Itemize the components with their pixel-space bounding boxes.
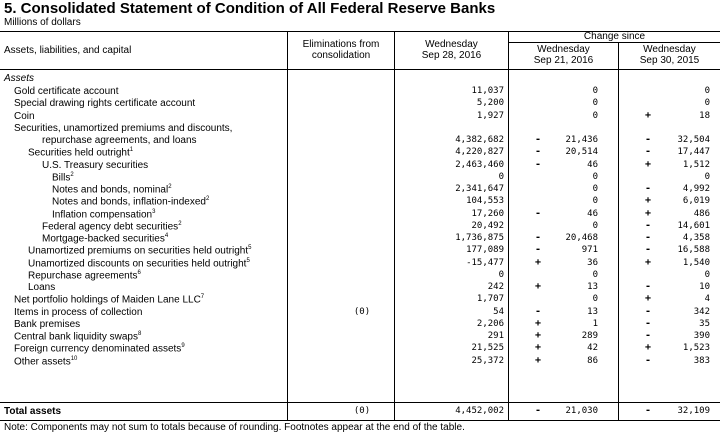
header-change-week-line1: Wednesday [537,44,590,55]
row-change-year: 0 [704,269,710,280]
row-change-week: 20,514 [565,147,598,158]
row-label [52,172,74,183]
row-sign-week: - [534,244,542,256]
footnote-marker: 5 [248,245,252,252]
row-sign-week: - [534,146,542,158]
row-change-year: 32,504 [677,135,710,145]
row-sign-year: - [644,146,652,158]
row-sign-week: - [534,158,542,170]
section-label-assets: Assets [4,73,35,84]
row-change-year: 6,019 [682,196,710,207]
row-label [14,343,185,354]
row-change-week: 289 [581,331,598,341]
row-change-year: 390 [693,331,710,341]
footnote-marker: 2 [70,171,74,178]
row-label [14,356,77,367]
footnote-marker: 8 [137,331,142,337]
row-change-year: 35 [699,318,710,329]
page-title: 5. Consolidated Statement of Condition of All Federal Reserve Banks [4,0,496,17]
row-change-year: 0 [704,171,710,182]
footnote-marker: 7 [200,294,205,301]
header-eliminations [288,39,394,61]
row-change-week: 86 [587,355,598,366]
footnote-marker: 6 [137,269,141,276]
row-change-year: 18 [699,110,710,121]
row-change-week: 0 [592,98,598,109]
header-eliminations-line1: Eliminations from [302,39,380,50]
row-sign-year: + [644,207,652,219]
row-label [28,270,141,281]
row-change-year: 14,601 [677,220,710,231]
row-label [14,331,141,342]
row-label-text: Securities, unamortized premiums and discounts, [14,122,233,134]
header-current-week-line2: Sep 28, 2016 [421,50,482,61]
change-since-rule [508,42,720,43]
row-change-year: 17,447 [677,147,710,158]
row-change-year: 486 [693,208,710,219]
row-label [42,160,148,171]
row-sign-week: + [534,354,542,366]
row-value: 20,492 [471,220,504,231]
header-eliminations-line2: consolidation [311,50,371,61]
row-label [14,294,204,305]
total-sign-year: - [644,405,652,416]
header-assets-liabilities-capital: Assets, liabilities, and capital [4,45,132,56]
row-sign-week: - [534,232,542,243]
row-value: 17,260 [471,208,504,219]
header-change-week-line2: Sep 21, 2016 [533,55,594,66]
footnote-marker: 3 [152,208,156,215]
row-label-text: Notes and bonds, inflation-indexed [52,196,206,208]
row-label-text: Net portfolio holdings of Maiden Lane LLC [14,294,201,306]
total-top-rule [0,402,720,403]
row-label [52,184,172,195]
row-change-week: 0 [592,110,598,121]
footnote-marker: 10 [70,355,78,362]
row-sign-week: + [534,281,542,292]
row-value: 0 [498,269,504,280]
row-change-week: 0 [592,294,598,305]
row-change-week: 13 [587,282,598,292]
row-sign-year: + [644,256,652,268]
row-sign-year: + [644,293,652,305]
row-sign-week: - [534,207,542,219]
header-current-week [395,39,508,61]
row-sign-year: - [644,317,652,329]
row-change-week: 0 [592,184,598,194]
footnote-marker: 1 [129,147,134,154]
row-sign-week: - [534,134,542,145]
row-label-text: Mortgage-backed securities [42,233,165,245]
header-bottom-rule [0,69,720,70]
row-sign-year: - [644,183,652,194]
row-sign-year: - [644,219,652,231]
footnote-marker: 2 [206,196,210,203]
row-value: 291 [487,331,504,341]
row-label [42,221,182,232]
row-change-week: 42 [587,343,598,354]
row-label-text: Special drawing rights certificate account [14,98,196,110]
row-label-text: Securities held outright [28,147,130,159]
row-label-text: Loans [28,282,56,293]
header-change-year-line1: Wednesday [643,44,696,55]
row-change-year: 4 [704,294,710,305]
row-value: 1,707 [476,294,504,305]
row-sign-week: + [534,317,542,329]
row-label-text: Notes and bonds, nominal [52,184,169,196]
row-sign-year: + [644,158,652,170]
row-value: 242 [487,282,504,292]
total-value: 4,452,002 [455,406,504,416]
total-bottom-rule [0,420,720,421]
row-label [42,233,168,244]
row-change-week: 971 [581,245,598,256]
header-change-year [619,44,720,66]
row-sign-week: + [534,342,542,354]
header-change-year-line2: Sep 30, 2015 [639,55,700,66]
row-change-year: 383 [693,355,710,366]
total-sign-week: - [534,405,542,416]
row-label [14,86,119,97]
row-change-year: 342 [693,306,710,317]
header-change-week [509,44,618,66]
row-label [14,307,142,318]
row-label-text: Central bank liquidity swaps [14,331,138,343]
col-separator-4 [618,42,619,420]
row-sign-year: - [644,354,652,366]
row-label-text: Unamortized discounts on securities held outright [28,257,247,269]
row-label-text: Bank premises [14,318,81,330]
row-sign-year: - [644,134,652,145]
row-value: 2,206 [476,318,504,329]
row-sign-year: + [644,342,652,354]
row-change-year: 4,992 [682,184,710,194]
header-current-week-line1: Wednesday [425,39,478,50]
header-change-since: Change since [583,31,646,42]
row-label [28,245,251,256]
row-label [28,258,250,269]
row-sign-year: - [644,232,652,243]
row-label-text: Foreign currency denominated assets [14,343,182,355]
row-change-year: 16,588 [677,245,710,256]
row-label-text: Inflation compensation [52,208,153,220]
row-value: 177,089 [466,245,504,256]
row-label-text: Unamortized premiums on securities held outright [28,245,249,257]
row-value: 2,463,460 [455,159,504,170]
total-change-year: 32,109 [677,406,710,416]
row-change-week: 21,436 [565,135,598,145]
row-label [28,282,55,293]
row-change-week: 36 [587,257,598,268]
row-change-year: 0 [704,98,710,109]
row-change-week: 0 [592,196,598,207]
row-change-year: 1,523 [682,343,710,354]
row-value: 21,525 [471,343,504,354]
row-elimination: (0) [353,306,371,317]
row-change-week: 46 [587,208,598,219]
row-change-week: 0 [592,220,598,231]
row-label-text: Bills [52,172,71,184]
row-label [14,123,232,134]
footnote-marker: 4 [164,233,169,239]
row-change-year: 1,512 [682,159,710,170]
col-separator-1 [287,31,288,420]
row-label-text: Other assets [14,355,71,367]
row-label-text: Items in process of collection [14,306,143,318]
col-separator-3 [508,31,509,420]
row-sign-week: + [534,256,542,268]
row-value: 4,220,827 [455,147,504,158]
row-label-text: Repurchase agreements [28,270,138,282]
row-change-year: 0 [704,86,710,96]
row-sign-year: - [644,281,652,292]
row-value: 54 [493,306,504,317]
row-change-week: 0 [592,269,598,280]
total-change-week: 21,030 [565,406,598,416]
total-elim: (0) [353,406,371,416]
row-sign-week: - [534,305,542,317]
page-subtitle: Millions of dollars [4,17,81,28]
row-change-week: 0 [592,171,598,182]
row-change-year: 10 [699,282,710,292]
row-label [42,135,197,146]
row-sign-year: + [644,109,652,121]
row-label [14,319,80,330]
row-value: 1,736,875 [455,233,504,243]
row-change-week: 13 [587,306,598,317]
row-label-text: Gold certificate account [14,86,119,97]
row-value: 25,372 [471,355,504,366]
row-label [14,111,35,122]
footnote-marker: 9 [181,343,185,350]
col-separator-2 [394,31,395,420]
row-sign-week: + [534,330,542,341]
row-change-week: 46 [587,159,598,170]
row-label [52,209,155,220]
row-change-week: 0 [592,86,598,96]
row-value: 4,382,682 [455,135,504,145]
row-value: 104,553 [466,196,504,207]
row-change-week: 20,468 [565,233,598,243]
row-sign-year: + [644,195,652,207]
row-label-text: Federal agency debt securities [42,221,179,233]
row-label-text: Coin [14,110,35,122]
row-change-year: 1,540 [682,257,710,268]
row-value: 0 [498,171,504,182]
row-value: 5,200 [476,98,504,109]
footnote-marker: 2 [178,220,182,227]
row-value: 1,927 [476,110,504,121]
row-change-week: 1 [592,318,598,329]
footnote-note: Note: Components may not sum to totals because of rounding. Footnotes appear at the end of the table. [4,422,465,433]
row-label-text: repurchase agreements, and loans [42,135,197,146]
row-sign-year: - [644,330,652,341]
row-label [14,98,195,109]
row-sign-year: - [644,244,652,256]
row-value: 2,341,647 [455,184,504,194]
row-label-text: U.S. Treasury securities [42,159,149,171]
row-value: -15,477 [466,257,504,268]
row-value: 11,037 [471,86,504,96]
row-label [52,196,209,207]
total-label: Total assets [4,406,62,417]
footnote-marker: 2 [168,184,172,190]
row-label [28,147,133,158]
row-sign-year: - [644,305,652,317]
row-change-year: 4,358 [682,233,710,243]
footnote-marker: 5 [246,257,250,264]
